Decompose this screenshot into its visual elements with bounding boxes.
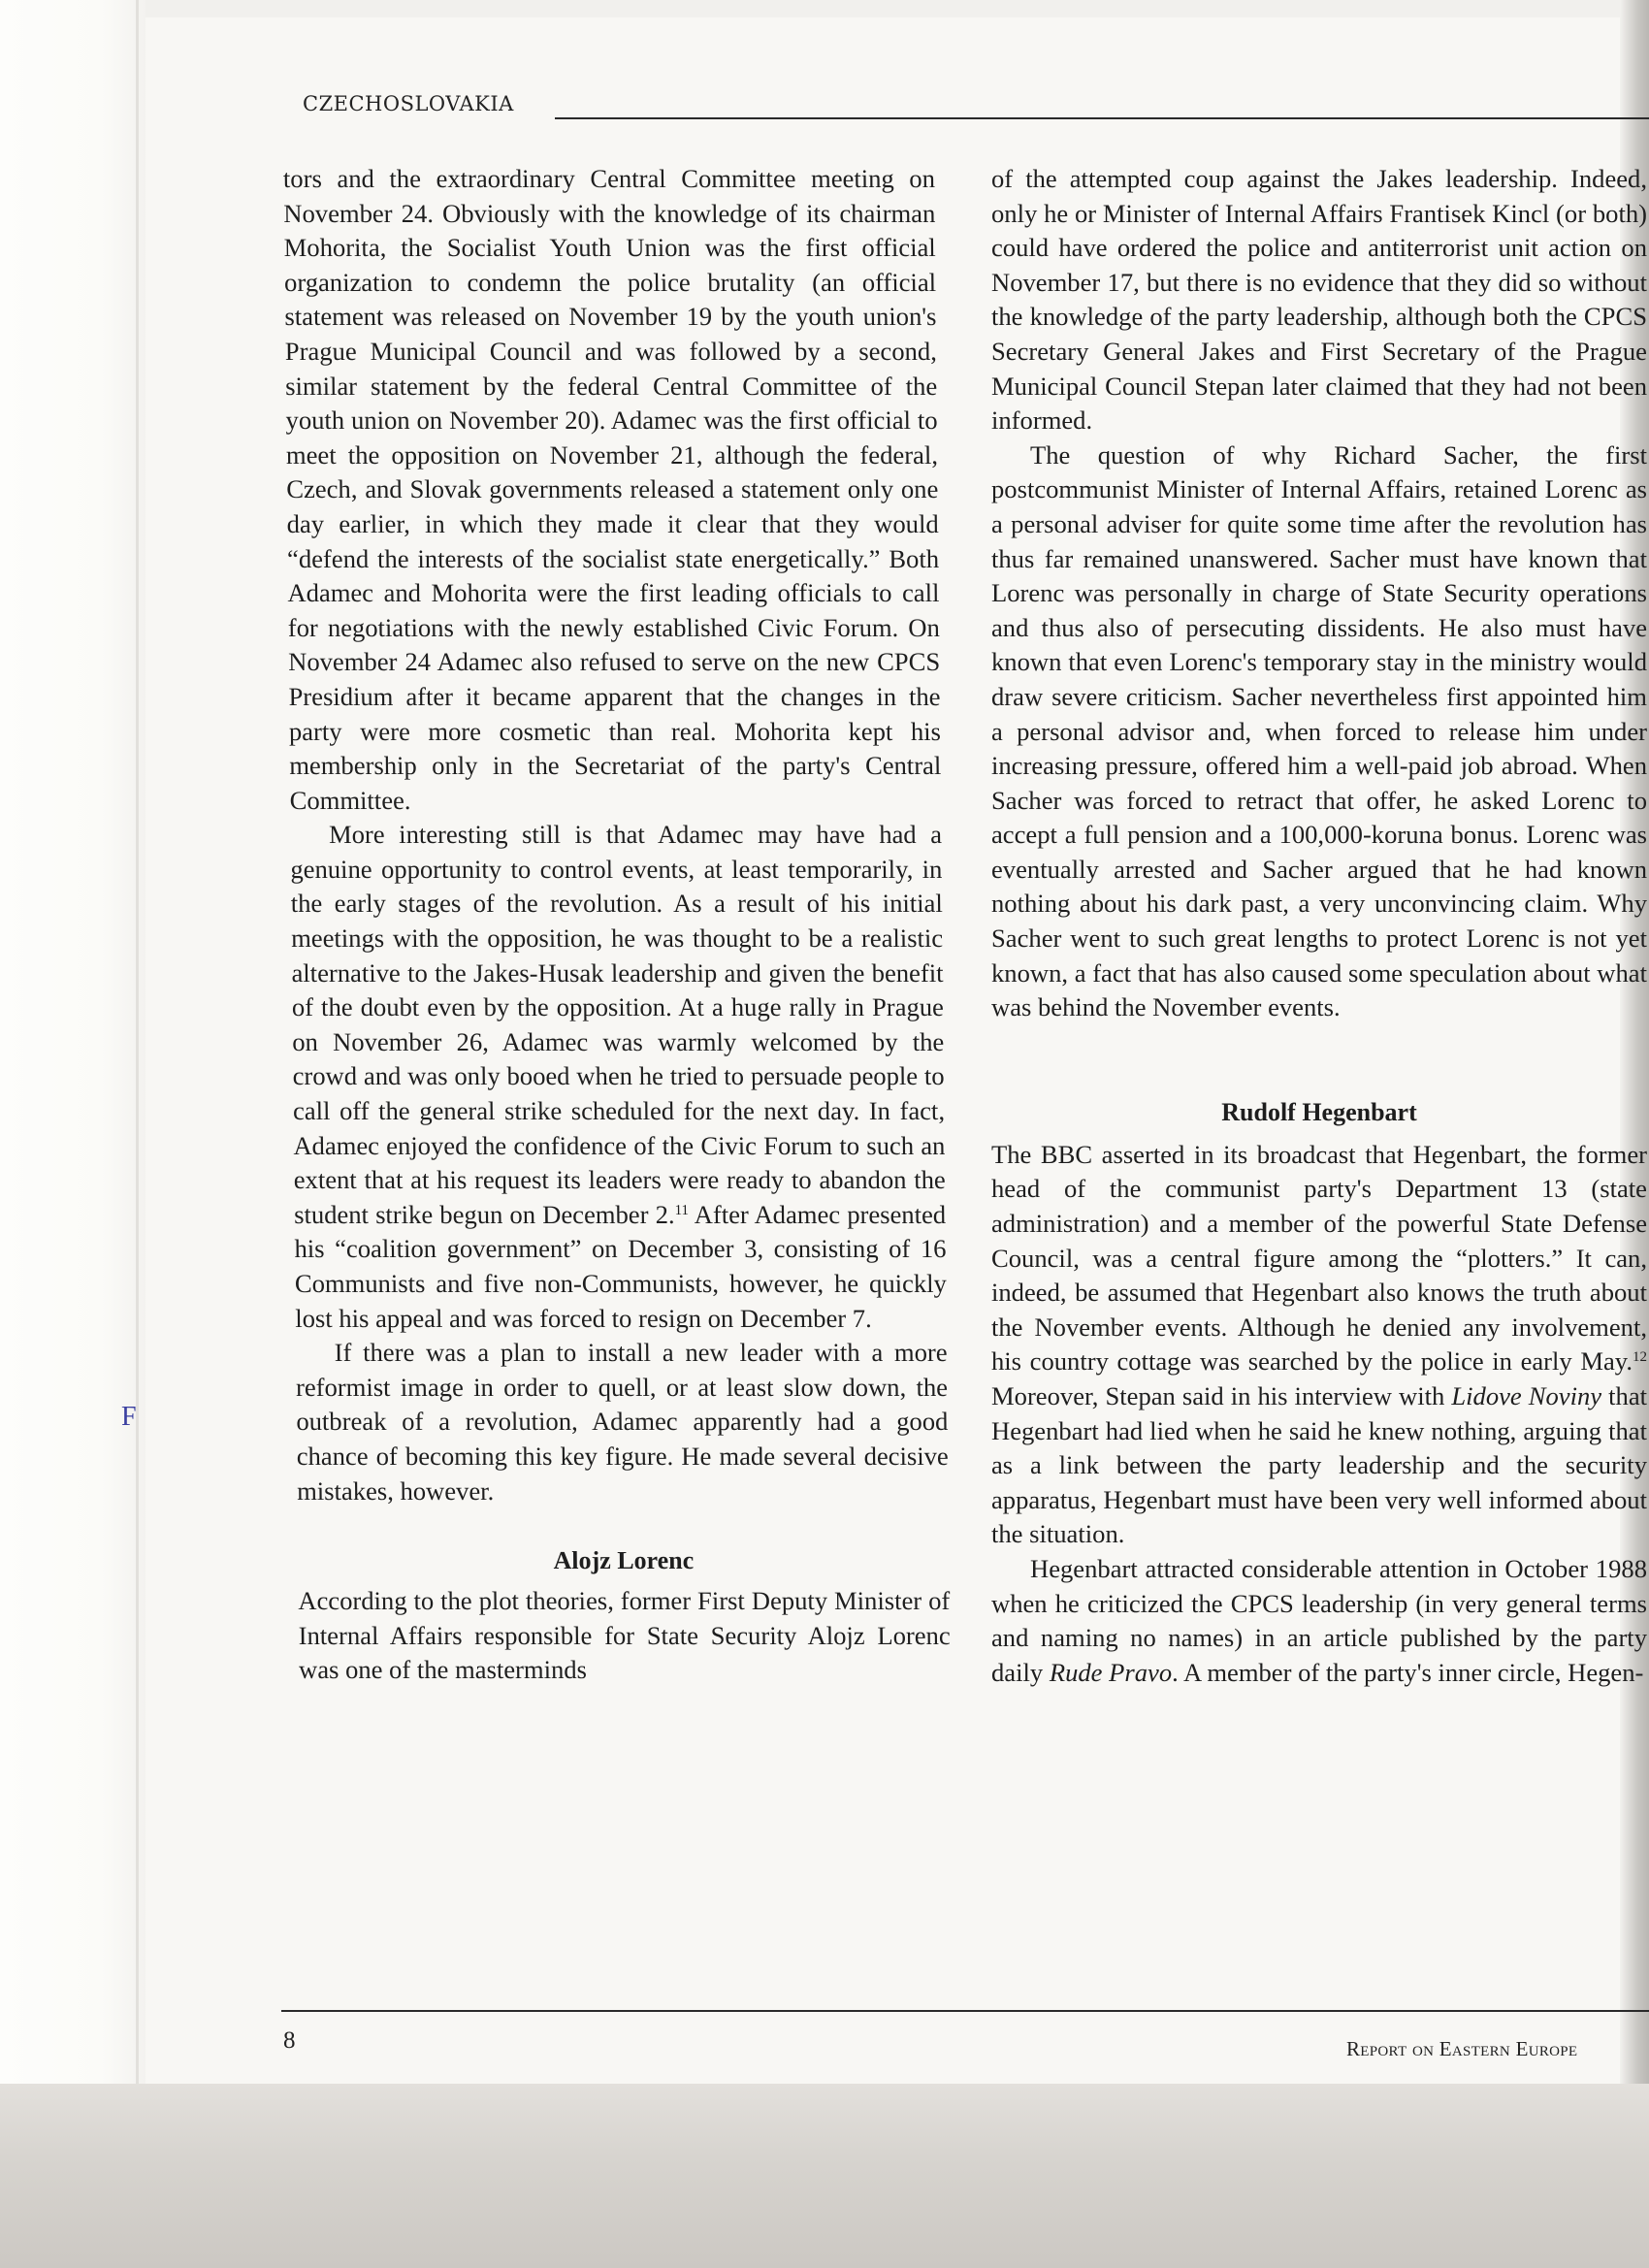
- scan-left-margin: [0, 0, 146, 2268]
- left-paragraph-2-text-a: More interesting still is that Adamec may have had a genuine opportunity to control events, at least temporarily, in the early stages of the revolution. As a result of his initial meetings with the opposition, he was thought to be a realistic alternative to the Jakes-Husak leadership and given the benefit of the doubt even by the opposition. At a huge rally in Prague on November 26, Adamec was warmly welcomed by the crowd and was only booed when he tried to persuade people to call off the general strike scheduled for the next day. In fact, Adamec enjoyed the confidence of the Civic Forum to such an extent that at his request its leaders were ready to abandon the student strike begun on December 2.: [290, 820, 946, 1229]
- footnote-ref-12: 12: [1633, 1349, 1647, 1366]
- right-paragraph-1: of the attempted coup against the Jakes leadership. Indeed, only he or Minister of Internal Affairs Frantisek Kincl (or both) could have ordered the police and antiterrorist unit action on November 17, but there is no evidence that they did so without the knowledge of the party leadership, although both the CPCS Secretary General Jakes and First Secretary of the Prague Municipal Council Stepan later claimed that they had not been informed.: [991, 164, 1647, 436]
- scan-bottom-edge: [0, 2084, 1649, 2268]
- left-paragraph-2-text-b: After Adamec presented his “coalition government” on December 3, consisting of 16 Communists and five non-Communists, however, he quickly lost his appeal and was forced to resign on December 7.: [294, 1199, 948, 1333]
- running-head: CZECHOSLOVAKIA: [303, 92, 514, 115]
- right-paragraph-3: [991, 1138, 1647, 1552]
- left-paragraph-2: [290, 818, 948, 1336]
- newspaper-title-rude-pravo: Rude Pravo: [1049, 1657, 1173, 1687]
- right-paragraph-4: [991, 1552, 1647, 1690]
- header-rule: [555, 117, 1649, 119]
- footer-rule: [281, 2010, 1649, 2012]
- right-paragraph-4-text-a: Hegenbart attracted considerable attention in October 1988 when he criticized the CPCS leadership (in very general terms and naming no names) in an article published by the party daily: [991, 1553, 1647, 1687]
- right-paragraph-3-text-c: that Hegenbart had lied when he said he knew nothing, arguing that as a link between the party leadership and the security apparatus, Hegenbart must have been very well informed about the situation.: [991, 1381, 1648, 1549]
- right-column: [991, 162, 1647, 1690]
- right-paragraph-3-text-a: The BBC asserted in its broadcast that Hegenbart, the former head of the communist party's Department 13 (state administration) and a member of the powerful State Defense Council, was a central figure among the “plotters.” It can, indeed, be assumed that Hegenbart also knows the truth about the November events. Although he denied any involvement, his country cottage was searched by the police in early May.: [991, 1139, 1647, 1377]
- scan-binding-line: [136, 0, 139, 2268]
- publication-name: Report on Eastern Europe: [1346, 2037, 1578, 2060]
- newspaper-title-lidove-noviny: Lidove Noviny: [1451, 1381, 1602, 1410]
- section-heading-lorenc: Alojz Lorenc: [553, 1546, 695, 1575]
- right-paragraph-4-text-b: . A member of the party's inner circle, Hegen-: [1172, 1657, 1644, 1687]
- scan-top-edge: [0, 0, 1649, 17]
- right-paragraph-2: The question of why Richard Sacher, the first postcommunist Minister of Internal Affairs, retained Lorenc as a personal adviser for quite some time after the revolution has thus far remained unanswered. Sacher must have known that Lorenc was personally in charge of State Security operations and thus also of persecuting dissidents. He also must have known that even Lorenc's temporary stay in the ministry would draw severe criticism. Sacher nevertheless first appointed him a personal advisor and, when forced to release him under increasing pressure, offered him a well-paid job abroad. When Sacher was forced to retract that offer, he asked Lorenc to accept a full pension and a 100,000-koruna bonus. Lorenc was eventually arrested and Sacher argued that he had known nothing about his dark past, a very unconvincing claim. Why Sacher went to such great lengths to protect Lorenc is not yet known, a fact that has also caused some speculation about what was behind the November events.: [991, 439, 1647, 1022]
- section-heading-hegenbart: Rudolf Hegenbart: [1221, 1097, 1417, 1126]
- left-paragraph-3: If there was a plan to install a new leader with a more reformist image in order to quell, or at least slow down, the outbreak of a revolution, Adamec apparently had a good chance of becoming this key figure. He made several decisive mistakes, however.: [295, 1338, 949, 1506]
- page-number: 8: [283, 2027, 296, 2054]
- right-paragraph-3-text-b: Moreover, Stepan said in his interview with: [991, 1381, 1452, 1410]
- margin-mark: F: [121, 1402, 137, 1432]
- left-column: [283, 162, 951, 1688]
- left-paragraph-1: tors and the extraordinary Central Committee meeting on November 24. Obviously with the knowledge of its chairman Mohorita, the Socialist Youth Union was the first official organization to condemn the police brutality (an official statement was released on November 19 by the youth union's Prague Municipal Council and was followed by a second, similar statement by the federal Central Committee of the youth union on November 20). Adamec was the first official to meet the opposition on November 21, although the federal, Czech, and Slovak governments released a statement only one day earlier, in which they made it clear that they would “defend the interests of the socialist state energetically.” Both Adamec and Mohorita were the first leading officials to call for negotiations with the newly established Civic Forum. On November 24 Adamec also refused to serve on the new CPCS Presidium after it became apparent that the changes in the party were more cosmetic than real. Mohorita kept his membership only in the Secretariat of the party's Central Committee.: [282, 164, 942, 815]
- footnote-ref-11: 11: [674, 1202, 690, 1218]
- left-paragraph-4: According to the plot theories, former First Deputy Minister of Internal Affairs responsible for State Security Alojz Lorenc was one of the masterminds: [298, 1586, 951, 1685]
